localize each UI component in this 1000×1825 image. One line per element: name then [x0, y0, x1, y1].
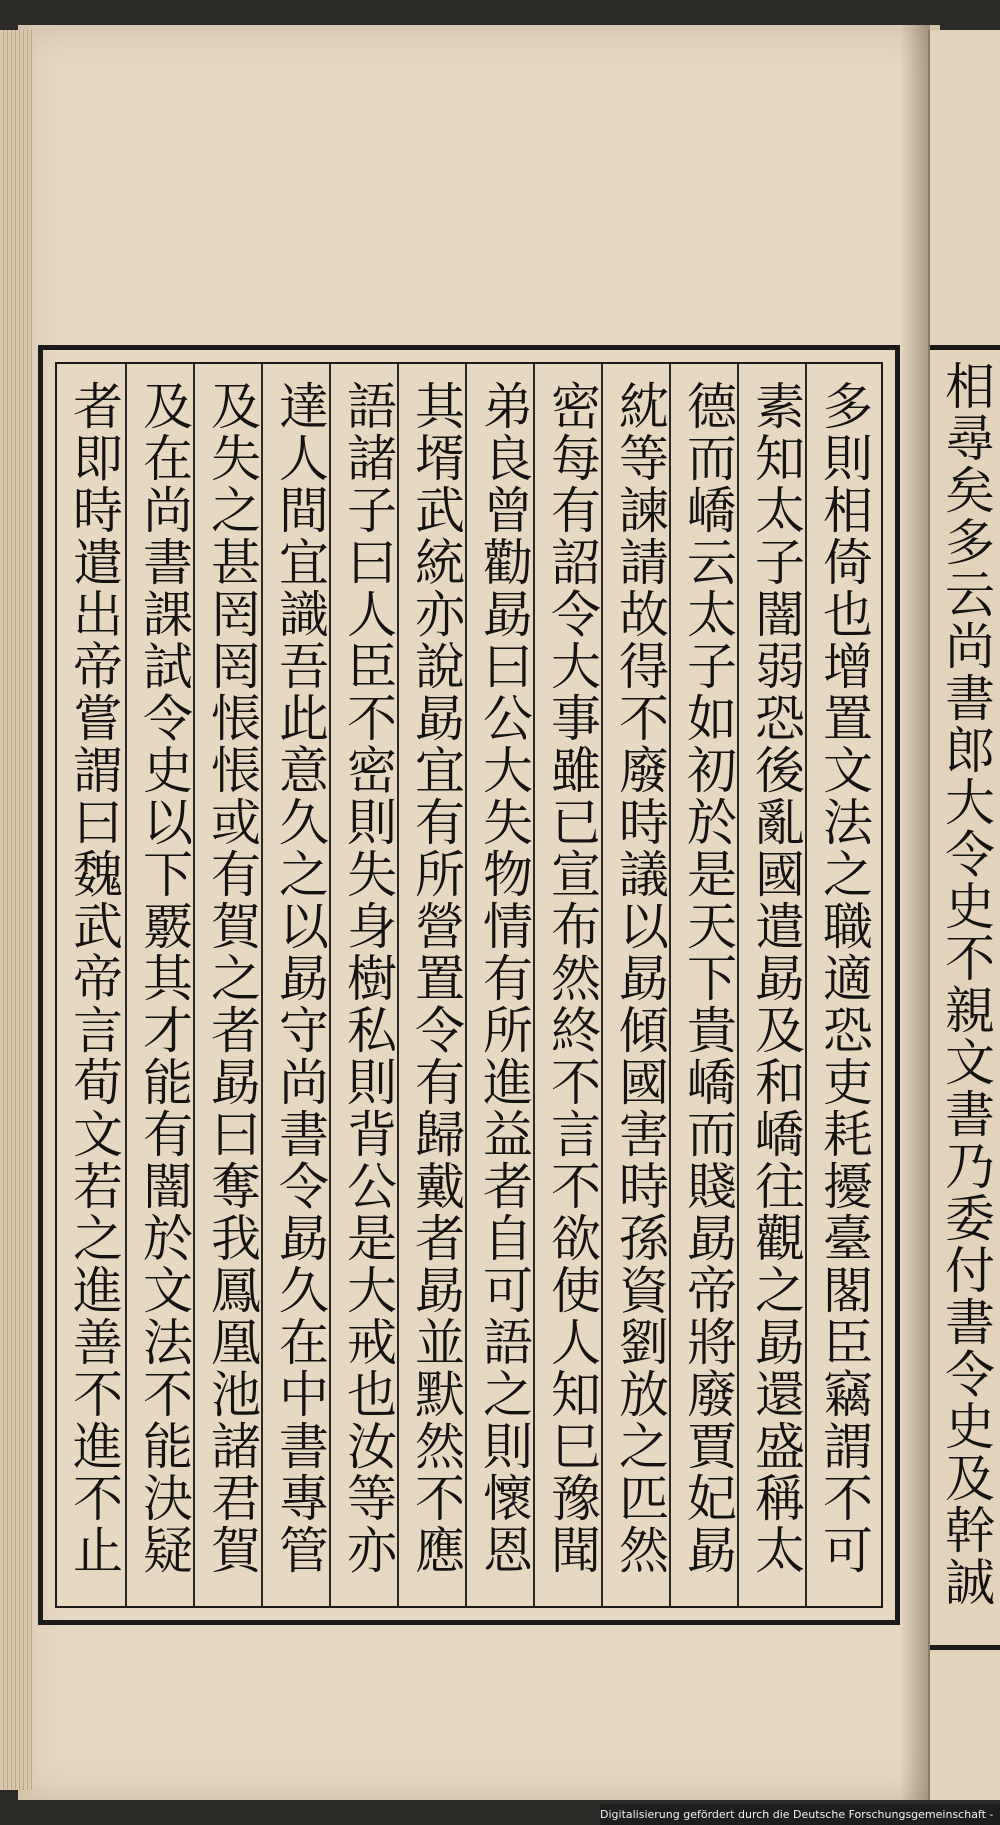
- next-page-edge: [928, 30, 1000, 1800]
- column-rule: [329, 364, 331, 1606]
- text-column-8: 語諸子曰人臣不密則失身樹私則背公是大戒也汝等亦: [339, 380, 397, 1576]
- column-rule: [737, 364, 739, 1606]
- text-column-11: 及在尚書課試令史以下覈其才能有闇於文法不能決疑: [135, 380, 193, 1576]
- column-rule: [601, 364, 603, 1606]
- column-rule: [805, 364, 807, 1606]
- text-column-10: 及失之甚罔罔悵悵或有賀之者勗曰奪我鳳凰池諸君賀: [203, 380, 261, 1576]
- text-column-6: 弟良曾勸勗曰公大失物情有所進益者自可語之則懷恩: [475, 380, 533, 1576]
- text-column-9: 達人間宜識吾此意久之以勗守尚書令勗久在中書專管: [271, 380, 329, 1576]
- text-column-1: 多則相倚也增置文法之職適恐吏耗擾臺閣臣竊謂不可: [815, 380, 873, 1576]
- column-rule: [669, 364, 671, 1606]
- text-column-7: 其壻武統亦說勗宜有所營置令有歸戴者勗並默然不應: [407, 380, 465, 1576]
- credit-text: Digitalisierung gefördert durch die Deutsche Forschungsgemeinschaft -: [600, 1808, 994, 1821]
- column-rule: [193, 364, 195, 1606]
- text-column-2: 素知太子闇弱恐後亂國遣勗及和嶠往觀之勗還盛稱太: [747, 380, 805, 1576]
- column-rule: [533, 364, 535, 1606]
- text-column-3: 德而嶠云太子如初於是天下貴嶠而賤勗帝將廢賈妃勗: [679, 380, 737, 1576]
- column-rule: [125, 364, 127, 1606]
- column-rule: [397, 364, 399, 1606]
- next-page-frame: [930, 345, 1000, 1650]
- text-frame: [38, 345, 900, 1625]
- page-edges: [0, 30, 32, 1790]
- binding-shadow: [900, 25, 930, 1800]
- text-column-5: 密每有詔令大事雖已宣布然終不言不欲使人知巳豫聞: [543, 380, 601, 1576]
- text-column-12: 者即時遣出帝嘗謂曰魏武帝言荀文若之進善不進不止: [65, 380, 123, 1576]
- text-frame-inner: [55, 362, 883, 1608]
- column-rule: [261, 364, 263, 1606]
- text-column-4: 紞等諫請故得不廢時議以勗傾國害時孫資劉放之匹然: [611, 380, 669, 1576]
- column-rule: [465, 364, 467, 1606]
- next-page-column: 相尋矣多云尚書郎大令史不親文書乃委付書令史及幹誠: [937, 360, 995, 1608]
- digitization-credit: [600, 1804, 1000, 1825]
